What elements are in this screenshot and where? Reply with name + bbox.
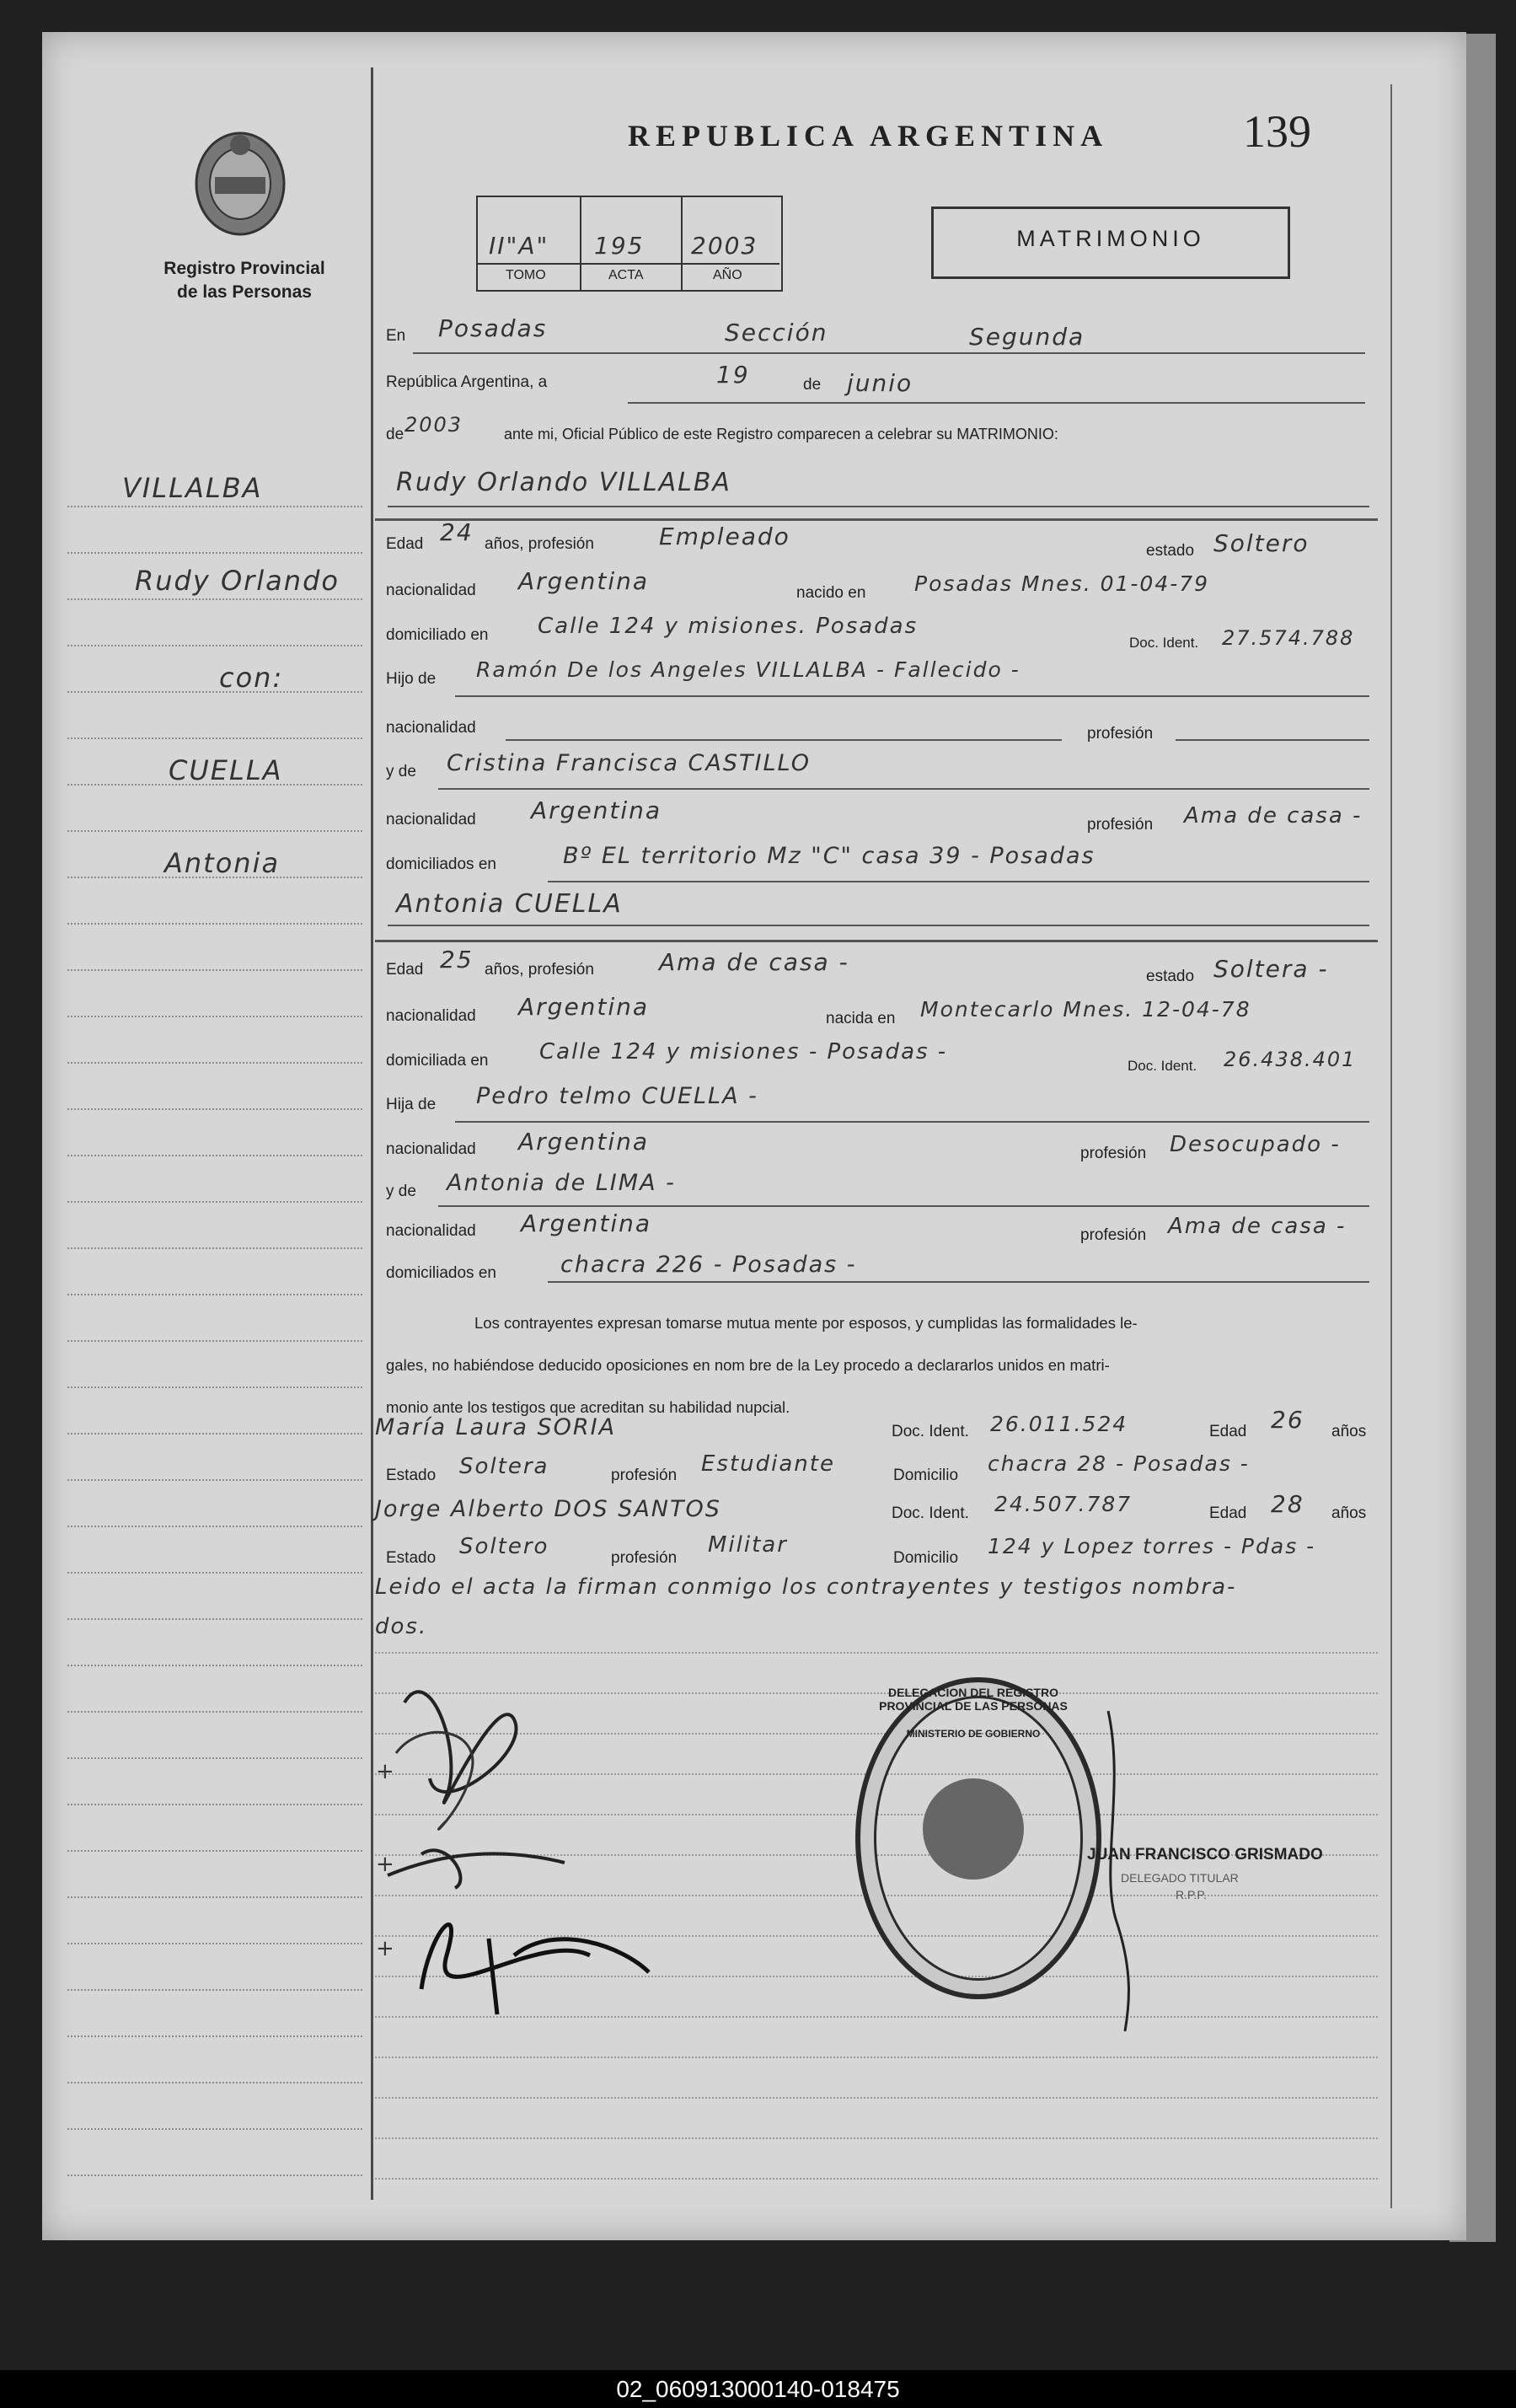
margin-rule-line (67, 923, 362, 925)
bride-civil-status: Soltera - (1213, 955, 1329, 983)
groom-nacionalidad-label: nacionalidad (386, 582, 476, 599)
box-divider (478, 263, 779, 265)
act-type-label: MATRIMONIO (1016, 226, 1205, 251)
statement-line-1: Los contrayentes expresan tomarse mutua mente por esposos, y cumplidas las formalidades le- (474, 1314, 1138, 1332)
bride-mother-profession: Ama de casa - (1168, 1214, 1347, 1239)
bride-name-line (388, 925, 1369, 926)
groom-address: Calle 124 y misiones. Posadas (538, 614, 919, 639)
bride-mother-prof-label: profesión (1080, 1226, 1147, 1244)
bride-parents-line (548, 1281, 1369, 1283)
groom-hijo-label: Hijo de (386, 670, 437, 688)
bride-edad-label: Edad (386, 961, 424, 979)
margin-rule-line (67, 2082, 362, 2084)
margin-surname-2: CUELLA (169, 754, 283, 786)
groom-domiciliado-label: domiciliado en (386, 626, 489, 644)
margin-rule-line (67, 1572, 362, 1574)
de-label: de (803, 376, 822, 394)
section-label: Sección (725, 319, 828, 346)
date-line (628, 402, 1365, 404)
margin-rule-line (67, 1618, 362, 1620)
registry-office-label (152, 257, 337, 304)
closing-line-1: Leido el acta la firman conmigo los contrayentes y testigos nombra- (375, 1574, 1237, 1600)
statement-line-2: gales, no habiéndose deducido oposiciones en nom bre de la Ley procedo a declararlos unidos en matri- (386, 1356, 1110, 1374)
bride-nacida-label: nacida en (826, 1010, 896, 1027)
bride-parents-dom-label: domiciliados en (386, 1264, 496, 1282)
witness1-civil-status: Soltera (459, 1454, 549, 1479)
margin-name-2: Antonia (164, 847, 281, 879)
witness1-prof-label: profesión (611, 1467, 678, 1484)
svg-text:+: + (376, 1759, 394, 1784)
month-value: junio (847, 369, 913, 397)
witness1-name: María Laura SORIA (375, 1414, 617, 1440)
witness2-name: Jorge Alberto DOS SANTOS (375, 1496, 721, 1522)
margin-surname-1: VILLALBA (122, 472, 263, 504)
republic-label: República Argentina, a (386, 373, 548, 391)
official-title: DELEGADO TITULAR (1121, 1871, 1239, 1885)
bride-father-nationality: Argentina (518, 1128, 650, 1156)
bride-hija-label: Hija de (386, 1096, 437, 1113)
bride-mother-line (438, 1205, 1369, 1207)
witness1-age: 26 (1271, 1406, 1304, 1434)
stamp-inner-text: MINISTERIO DE GOBIERNO (906, 1728, 1041, 1740)
en-label: En (386, 327, 406, 345)
tomo-label: TOMO (506, 268, 546, 282)
groom-name-line (388, 506, 1369, 507)
groom-mother: Cristina Francisca CASTILLO (447, 750, 811, 776)
section-value: Segunda (969, 323, 1085, 351)
witness1-doc-label: Doc. Ident. (892, 1423, 969, 1440)
margin-rule-line (67, 1711, 362, 1713)
margin-rule-line (67, 1479, 362, 1481)
acta-label: ACTA (608, 268, 644, 282)
groom-father-line (455, 695, 1369, 697)
groom-mother-profession: Ama de casa - (1184, 803, 1363, 829)
margin-rule-line (67, 1804, 362, 1805)
margin-name-1: Rudy Orlando (135, 565, 340, 597)
bride-profession: Ama de casa - (659, 948, 849, 976)
intro-text: ante mi, Oficial Público de este Registro comparecen a celebrar su MATRIMONIO: (504, 426, 1058, 442)
margin-rule-line (67, 1294, 362, 1295)
margin-rule-line (67, 1108, 362, 1110)
margin-rule-line (67, 969, 362, 971)
witness2-age: 28 (1271, 1490, 1304, 1518)
office-line-2: de las Personas (177, 282, 312, 302)
year-prefix-label: de (386, 426, 404, 443)
box-divider (580, 196, 581, 290)
groom-doc: 27.574.788 (1222, 626, 1355, 650)
stamp-emblem-icon (923, 1778, 1024, 1880)
ano-value: 2003 (691, 232, 758, 260)
place-value: Posadas (438, 314, 548, 342)
margin-rule-line (67, 1155, 362, 1156)
bride-anos-profesion-label: años, profesión (485, 961, 594, 979)
margin-rule-line (67, 598, 362, 600)
witness1-dom-label: Domicilio (893, 1467, 959, 1484)
bride-birth: Montecarlo Mnes. 12-04-78 (920, 997, 1251, 1022)
official-name: JUAN FRANCISCO GRISMADO (1087, 1846, 1323, 1864)
witness1-profession: Estudiante (701, 1451, 835, 1477)
bride-yde-label: y de (386, 1183, 416, 1200)
margin-rule-line (67, 1665, 362, 1666)
witness1-doc: 26.011.524 (990, 1412, 1128, 1436)
groom-mother-nationality: Argentina (531, 796, 662, 824)
section-rule (375, 940, 1378, 942)
margin-rule-line (67, 737, 362, 739)
section-rule (375, 518, 1378, 521)
margin-rule-line (67, 830, 362, 832)
groom-doc-label: Doc. Ident. (1129, 635, 1199, 651)
witness1-estado-label: Estado (386, 1467, 437, 1484)
bride-doc-label: Doc. Ident. (1128, 1058, 1197, 1074)
groom-father-nat-line (506, 739, 1062, 741)
bride-father-line (455, 1121, 1369, 1123)
closing-line-2: dos. (375, 1614, 428, 1639)
bride-father: Pedro telmo CUELLA - (476, 1083, 758, 1109)
margin-rule-line (67, 1943, 362, 1944)
groom-birth: Posadas Mnes. 01-04-79 (914, 571, 1210, 596)
margin-rule-line (67, 1989, 362, 1991)
margin-rule-line (67, 1016, 362, 1017)
witness2-edad-label: Edad (1209, 1504, 1247, 1522)
witness2-address: 124 y Lopez torres - Pdas - (988, 1534, 1316, 1558)
groom-mother-nat-label: nacionalidad (386, 811, 476, 829)
groom-nacido-label: nacido en (796, 584, 866, 602)
margin-rule-line (67, 1757, 362, 1759)
groom-parents-address: Bº EL territorio Mz "C" casa 39 - Posadas (563, 843, 1095, 869)
groom-father-nat-label: nacionalidad (386, 719, 476, 737)
document-code: 02_060913000140-018475 (0, 2370, 1516, 2408)
margin-rule-line (67, 645, 362, 646)
ano-label: AÑO (713, 268, 742, 282)
bride-mother-nationality: Argentina (521, 1209, 652, 1237)
page-rule-line (375, 2057, 1378, 2058)
year-value: 2003 (404, 413, 463, 437)
bride-father-prof-label: profesión (1080, 1145, 1147, 1162)
bride-father-profession: Desocupado - (1170, 1132, 1341, 1157)
stamp-ring-text: DELEGACION DEL REGISTRO PROVINCIAL DE LAS PERSONAS (879, 1686, 1068, 1713)
svg-text:+: + (376, 1936, 394, 1961)
witness2-doc: 24.507.787 (994, 1492, 1133, 1516)
groom-mother-line (438, 788, 1369, 790)
witness2-prof-label: profesión (611, 1549, 678, 1567)
page-number: 139 (1243, 106, 1311, 157)
box-divider (681, 196, 683, 290)
witness1-address: chacra 28 - Posadas - (988, 1451, 1250, 1476)
intro-line (413, 352, 1365, 354)
groom-nationality: Argentina (518, 567, 650, 595)
signatures-icon (371, 1652, 708, 2031)
groom-full-name: Rudy Orlando VILLALBA (396, 468, 731, 497)
groom-parents-line (548, 881, 1369, 882)
bride-father-nat-label: nacionalidad (386, 1140, 476, 1158)
groom-father-prof-label: profesión (1087, 725, 1154, 743)
bride-address: Calle 124 y misiones - Posadas - (539, 1039, 948, 1065)
groom-civil-status: Soltero (1213, 529, 1310, 557)
groom-profession: Empleado (659, 523, 790, 550)
witness2-estado-label: Estado (386, 1549, 437, 1567)
office-line-1: Registro Provincial (163, 259, 325, 278)
witness2-civil-status: Soltero (459, 1534, 549, 1559)
margin-rule-line (67, 2128, 362, 2130)
bride-parents-address: chacra 226 - Posadas - (560, 1252, 857, 1278)
groom-father: Ramón De los Angeles VILLALBA - Fallecido - (476, 657, 1020, 682)
groom-anos-profesion-label: años, profesión (485, 535, 594, 553)
right-border (1390, 84, 1392, 2208)
groom-edad-label: Edad (386, 535, 424, 553)
margin-rule-line (67, 552, 362, 554)
bride-nacionalidad-label: nacionalidad (386, 1007, 476, 1025)
margin-rule-line (67, 1201, 362, 1203)
groom-estado-label: estado (1146, 542, 1195, 560)
tomo-value: II"A" (489, 232, 549, 260)
witness1-anos-label: años (1331, 1423, 1367, 1440)
margin-rule-line (67, 691, 362, 693)
page-rule-line (375, 2097, 1378, 2099)
witness2-anos-label: años (1331, 1504, 1367, 1522)
groom-yde-label: y de (386, 763, 416, 780)
margin-rule-line (67, 506, 362, 507)
bride-domiciliada-label: domiciliada en (386, 1052, 489, 1070)
margin-rule-line (67, 1386, 362, 1388)
bride-doc: 26.438.401 (1224, 1048, 1357, 1071)
page-rule-line (375, 2178, 1378, 2180)
witness2-dom-label: Domicilio (893, 1549, 959, 1567)
witness1-edad-label: Edad (1209, 1423, 1247, 1440)
official-org: R.P.P. (1176, 1888, 1207, 1901)
bride-mother: Antonia de LIMA - (447, 1170, 676, 1196)
bride-mother-nat-label: nacionalidad (386, 1222, 476, 1240)
margin-rule-line (67, 1526, 362, 1527)
day-value: 19 (716, 361, 750, 389)
witness2-profession: Militar (708, 1532, 788, 1558)
margin-rule-line (67, 2175, 362, 2176)
margin-con: con: (219, 662, 284, 694)
groom-parents-dom-label: domiciliados en (386, 855, 496, 873)
svg-text:+: + (376, 1852, 394, 1877)
acta-value: 195 (594, 232, 645, 260)
statement-text (386, 1302, 1372, 1429)
margin-rule-line (67, 1896, 362, 1898)
margin-rule-line (67, 1340, 362, 1342)
bride-full-name: Antonia CUELLA (396, 889, 623, 919)
groom-father-prof-line (1176, 739, 1369, 741)
margin-rule-line (67, 2035, 362, 2037)
bride-age: 25 (440, 946, 474, 973)
margin-rule-line (67, 1850, 362, 1852)
margin-rule-line (67, 1062, 362, 1064)
margin-rule-line (67, 1247, 362, 1249)
witness2-doc-label: Doc. Ident. (892, 1504, 969, 1522)
groom-age: 24 (440, 518, 474, 546)
statement-line-3: monio ante los testigos que acreditan su habilidad nupcial. (386, 1398, 790, 1416)
bride-estado-label: estado (1146, 968, 1195, 985)
margin-rule-line (67, 1433, 362, 1435)
coat-of-arms-icon (190, 126, 291, 240)
groom-mother-prof-label: profesión (1087, 816, 1154, 834)
bride-nationality: Argentina (518, 993, 650, 1021)
country-title: REPUBLICA ARGENTINA (628, 119, 1109, 153)
page-rule-line (375, 2137, 1378, 2139)
